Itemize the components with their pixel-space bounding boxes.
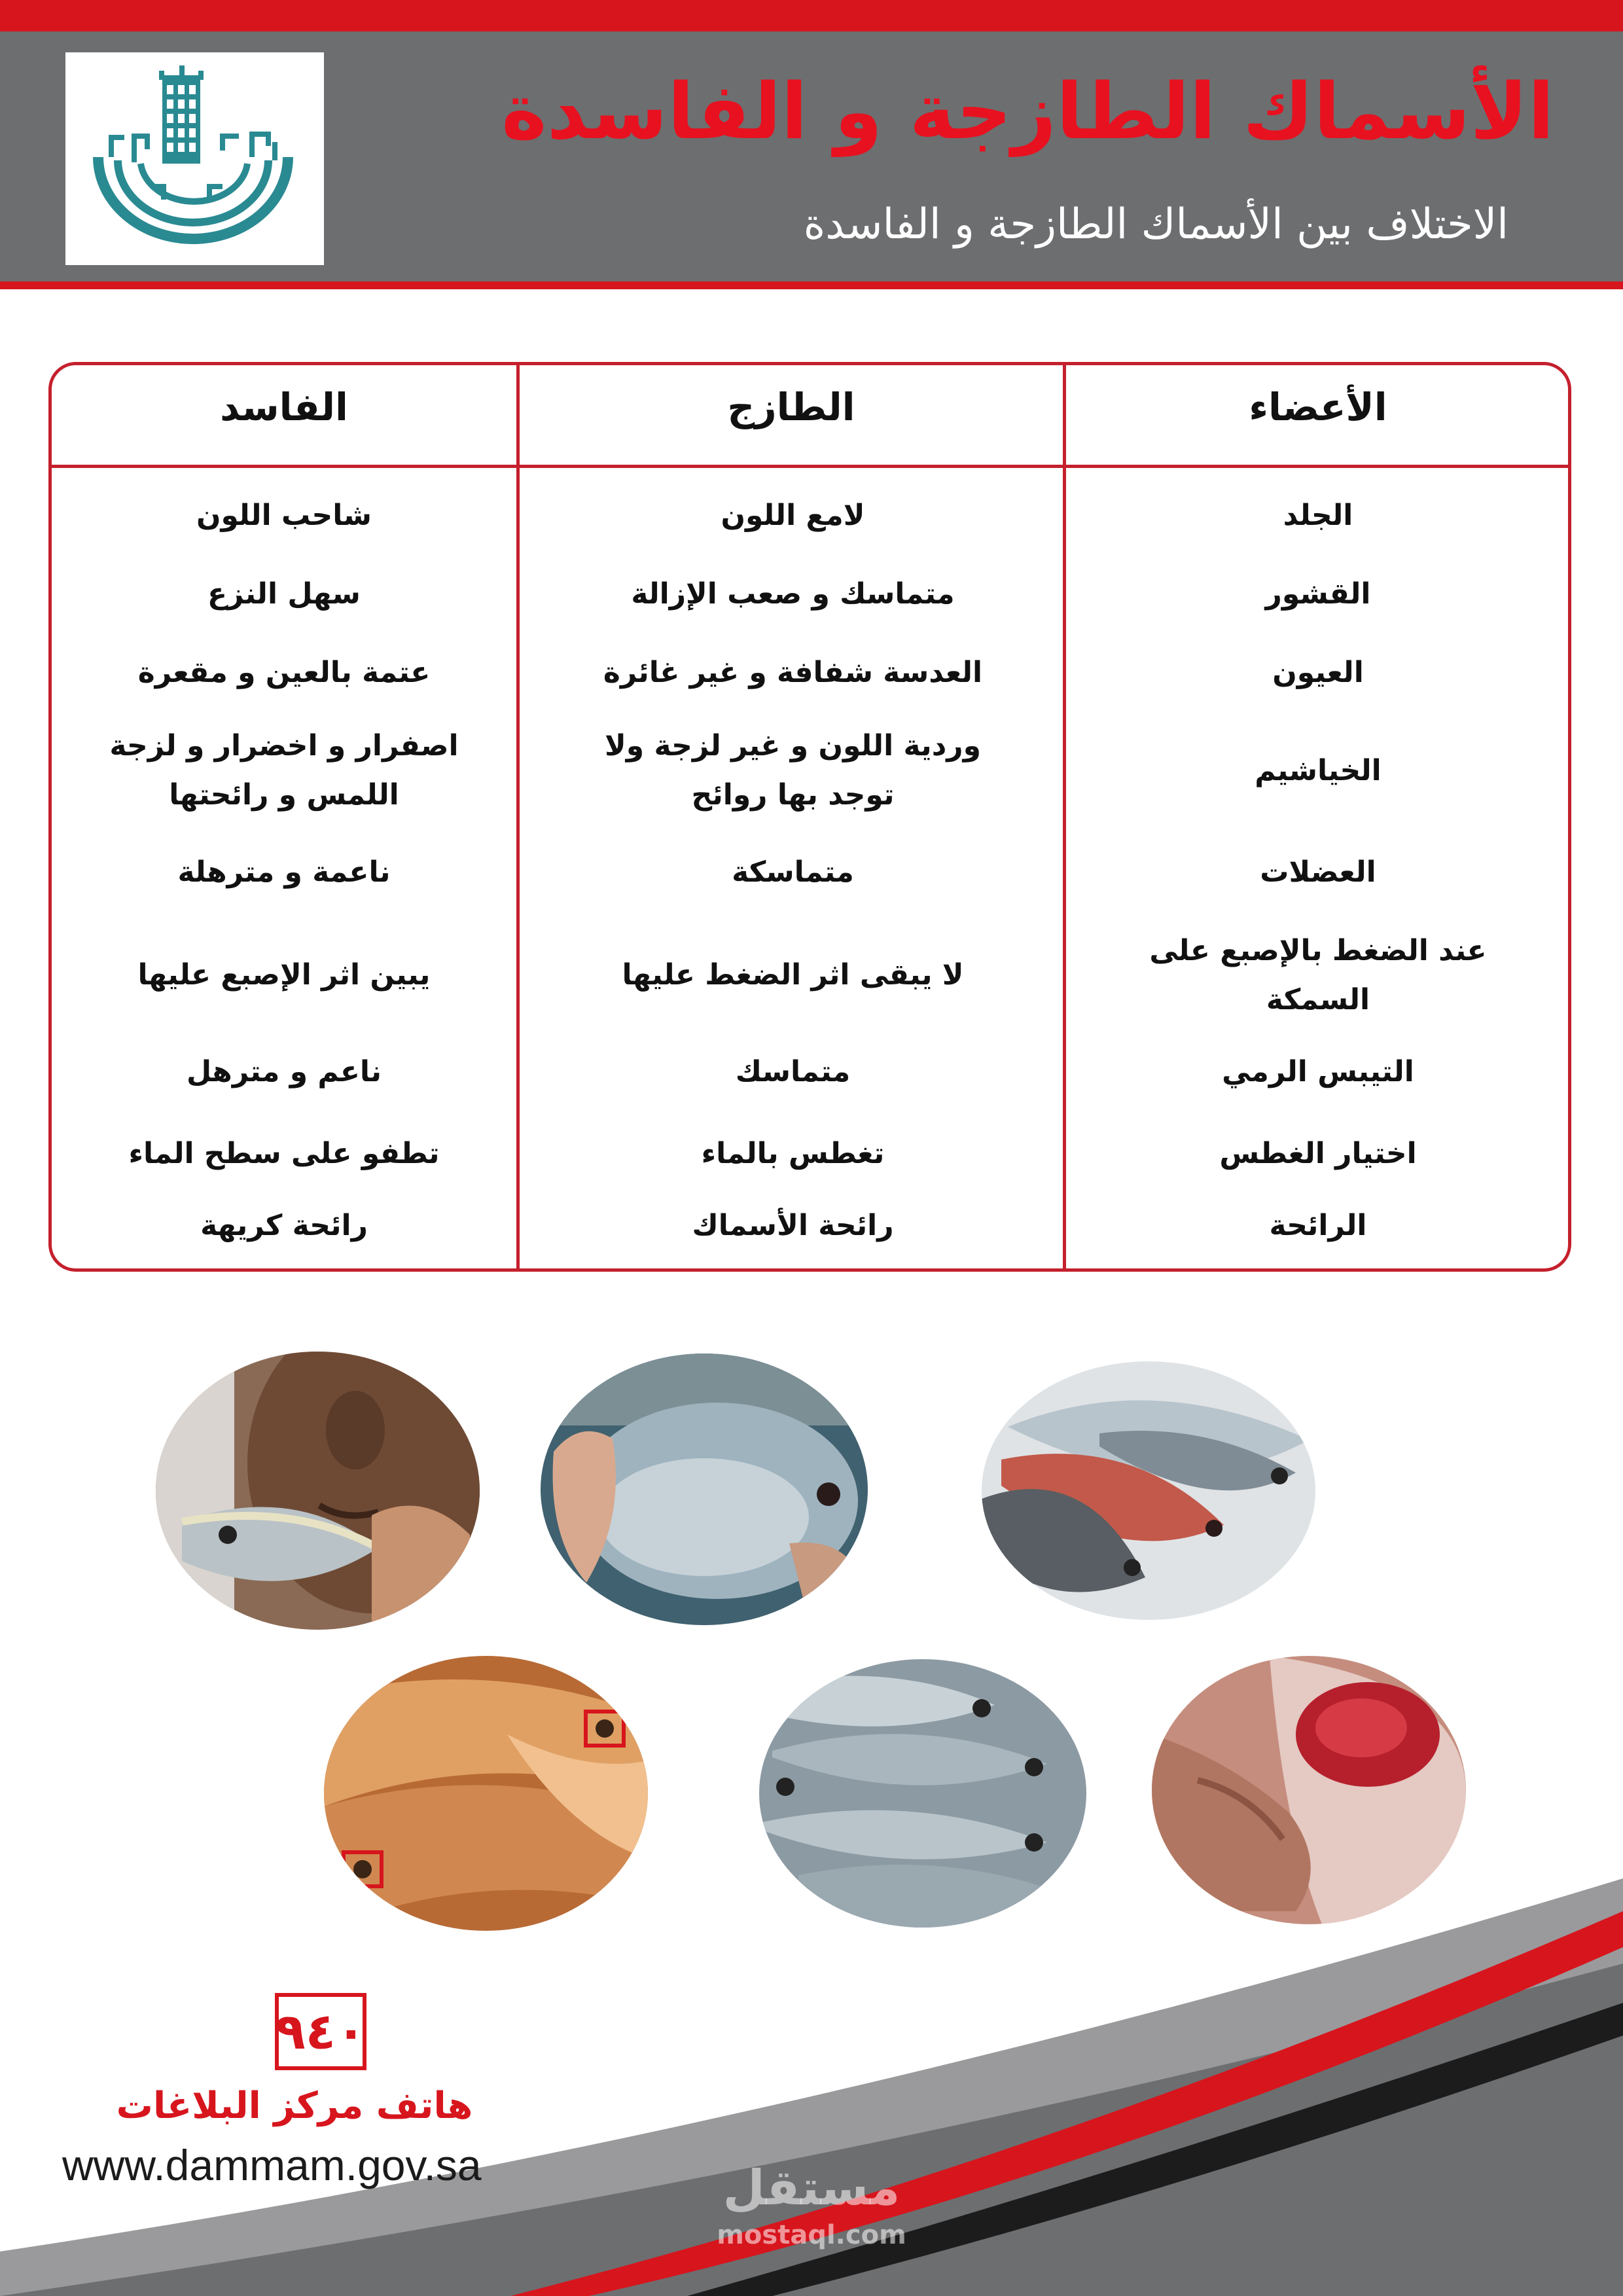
cell-spoiled: ناعم و مترهل <box>187 1054 382 1088</box>
hotline-label: هاتف مركز البلاغات <box>116 2085 473 2127</box>
cell-fresh: متماسكة <box>732 855 854 889</box>
cell-organ: عند الضغط بالإصبع على السمكة <box>1149 933 1487 1016</box>
cell-spoiled: يبين اثر الإصبع عليها <box>137 958 431 992</box>
hotline-number-badge: ٩٤٠ <box>275 1993 366 2070</box>
cell-fresh: تغطس بالماء <box>701 1136 885 1170</box>
cell-fresh: العدسة شفافة و غير غائرة <box>603 655 983 689</box>
cell-fresh: متماسك و صعب الإزالة <box>631 577 955 611</box>
cell-fresh: لامع اللون <box>721 498 865 532</box>
cell-organ: الجلد <box>1283 498 1353 532</box>
watermark-latin: mostaql.com <box>717 2220 906 2250</box>
column-header-spoiled: الفاسد <box>220 385 348 429</box>
website-link[interactable]: www.dammam.gov.sa <box>62 2141 482 2189</box>
cell-spoiled: رائحة كريهة <box>200 1208 368 1242</box>
cell-organ: التيبس الرمي <box>1222 1054 1414 1088</box>
column-header-fresh: الطازج <box>727 385 855 429</box>
page-title: الأسماك الطازجة و الفاسدة <box>501 66 1554 156</box>
cell-spoiled: عتمة بالعين و مقعرة <box>137 655 431 689</box>
cell-organ: الرائحة <box>1269 1208 1367 1242</box>
cell-fresh: رائحة الأسماك <box>692 1208 894 1242</box>
cell-fresh: لا يبقى اثر الضغط عليها <box>622 958 964 992</box>
page-subtitle: الاختلاف بين الأسماك الطازجة و الفاسدة <box>803 200 1508 249</box>
cell-organ: العيون <box>1272 655 1364 689</box>
cell-spoiled: ناعمة و مترهلة <box>177 855 391 889</box>
watermark-arabic: مستقل <box>722 2160 901 2216</box>
column-header-organ: الأعضاء <box>1249 385 1387 429</box>
cell-spoiled: اصفرار و اخضرار و لزجة اللمس و رائحتها <box>109 729 459 812</box>
cell-organ: القشور <box>1265 577 1371 611</box>
cell-organ: اختيار الغطس <box>1219 1136 1417 1170</box>
cell-organ: العضلات <box>1260 855 1376 889</box>
cell-spoiled: تطفو على سطح الماء <box>128 1136 440 1170</box>
cell-spoiled: شاحب اللون <box>196 498 372 532</box>
cell-fresh: متماسك <box>735 1054 851 1088</box>
cell-fresh: وردية اللون و غير لزجة ولا توجد بها روائح <box>605 729 981 812</box>
cell-spoiled: سهل النزع <box>207 577 361 611</box>
cell-organ: الخياشيم <box>1255 753 1382 787</box>
